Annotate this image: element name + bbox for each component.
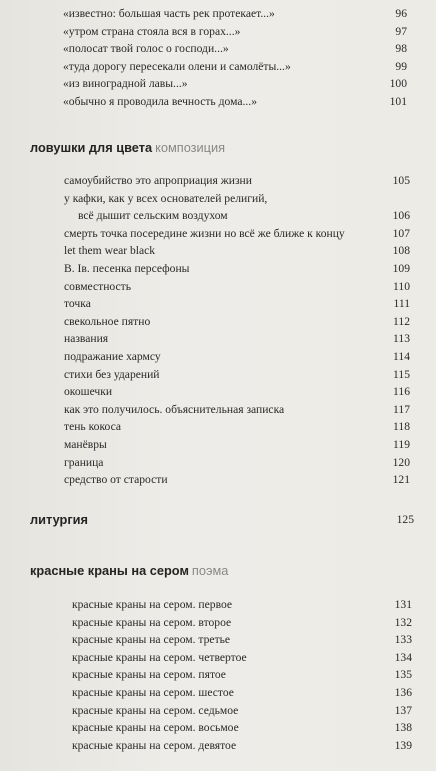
- entry-title: красные краны на сером. третье: [72, 633, 231, 647]
- entry-page: 115: [393, 367, 410, 381]
- toc-entry: [64, 260, 410, 278]
- toc-entry: [72, 702, 412, 720]
- toc-entry: [64, 313, 410, 331]
- entry-title: «обычно я проводила вечность дома...»: [63, 94, 257, 108]
- entry-title: средство от старости: [64, 473, 168, 487]
- toc-entry: [64, 436, 410, 454]
- toc-entry: [64, 172, 410, 190]
- entry-title: красные краны на сером. девятое: [72, 738, 237, 752]
- toc-entry: [64, 278, 410, 296]
- toc-entry: [63, 40, 407, 58]
- entry-title: стихи без ударений: [64, 367, 160, 381]
- toc-entry: [72, 666, 412, 684]
- entry-page: 139: [394, 738, 412, 752]
- toc-entry: [64, 330, 410, 348]
- entry-title: красные краны на сером. седьмое: [72, 703, 239, 717]
- toc-entry: [72, 631, 412, 649]
- entry-title: подражание хармсу: [64, 349, 161, 363]
- entry-title: красные краны на сером. шестое: [72, 685, 234, 699]
- entry-title-continuation: всё дышит сельским воздухом: [78, 209, 228, 223]
- toc-list-krany: [72, 596, 412, 754]
- entry-page: 132: [394, 615, 412, 629]
- entry-page: 131: [394, 598, 412, 611]
- entry-title: у кафки, как у всех основателей религий,: [64, 191, 268, 205]
- entry-title: тень кокоса: [64, 420, 122, 434]
- entry-title: названия: [64, 332, 109, 346]
- entry-page: 137: [394, 703, 412, 717]
- entry-page: 110: [393, 279, 410, 293]
- toc-entry: [72, 737, 412, 755]
- toc-entry: [72, 684, 412, 702]
- entry-page: 119: [393, 437, 410, 451]
- entry-page: 113: [393, 332, 410, 346]
- toc-entry: [64, 454, 410, 472]
- entry-page: 134: [394, 650, 412, 664]
- section-title: ловушки для цвета: [30, 140, 153, 155]
- entry-page: 138: [394, 721, 412, 735]
- entry-page: 112: [393, 314, 410, 328]
- entry-page: 118: [393, 420, 410, 434]
- toc-entry: [63, 5, 407, 23]
- toc-entry: [72, 596, 412, 614]
- section-heading-lovushki: [30, 140, 225, 155]
- entry-page: 117: [393, 402, 410, 416]
- entry-page: 105: [392, 174, 410, 187]
- entry-title: красные краны на сером. пятое: [72, 668, 226, 682]
- entry-page: 96: [395, 7, 407, 20]
- entry-title: В. Iв. песенка персефоны: [64, 261, 190, 275]
- toc-entry: [64, 242, 410, 260]
- entry-page: 109: [392, 261, 410, 275]
- entry-title: точка: [64, 297, 91, 311]
- entry-title: совместность: [64, 279, 131, 293]
- toc-entry: [64, 348, 410, 366]
- entry-title: самоубийство это апроприация жизни: [64, 174, 252, 187]
- entry-page: 114: [393, 349, 410, 363]
- entry-title: «утром страна стояла вся в горах...»: [63, 24, 241, 38]
- entry-title: как это получилось. объяснительная записка: [64, 402, 285, 416]
- entry-title: манёвры: [64, 437, 107, 451]
- entry-page: 135: [394, 668, 412, 682]
- toc-entry: [64, 383, 410, 401]
- section-title: литургия: [30, 512, 89, 527]
- toc-entry: [64, 295, 410, 313]
- entry-title: граница: [64, 455, 104, 469]
- entry-page: 120: [392, 455, 410, 469]
- entry-title: красные краны на сером. второе: [72, 615, 232, 629]
- entry-title: красные краны на сером. четвертое: [72, 650, 247, 664]
- entry-page: 121: [392, 473, 410, 487]
- section-heading-krany: [30, 563, 228, 578]
- section-subtitle: поэма: [191, 563, 229, 578]
- entry-title: смерть точка посередине жизни но всё же ближе к концу: [64, 226, 345, 240]
- toc-entry: [64, 471, 410, 489]
- entry-page: 98: [395, 42, 407, 56]
- toc-entry: [63, 93, 407, 111]
- section-subtitle: композиция: [155, 140, 226, 155]
- section-heading-liturgiya: [30, 512, 88, 527]
- entry-page: 116: [393, 385, 410, 399]
- toc-entry: [64, 401, 410, 419]
- entry-page: 133: [394, 633, 412, 647]
- entry-page: 107: [392, 226, 410, 240]
- entry-title: свекольное пятно: [64, 314, 151, 328]
- entry-title: красные краны на сером. восьмое: [72, 721, 239, 735]
- entry-title: окошечки: [64, 385, 113, 399]
- entry-title: красные краны на сером. первое: [72, 598, 233, 611]
- toc-entry: [63, 75, 407, 93]
- toc-entry: [64, 366, 410, 384]
- entry-page: 106: [392, 209, 410, 223]
- toc-entry: [72, 719, 412, 737]
- entry-page: 101: [389, 94, 407, 108]
- section-page: 125: [396, 513, 414, 526]
- toc-entry: [64, 225, 410, 243]
- entry-title: let them wear black: [64, 244, 156, 258]
- entry-page: 100: [389, 77, 407, 91]
- entry-page: 99: [395, 59, 407, 73]
- entry-title: «туда дорогу пересекали олени и самолёты...»: [63, 59, 291, 73]
- toc-list-lovushki: [64, 172, 410, 489]
- entry-title: «из виноградной лавы...»: [63, 77, 188, 91]
- section-title: красные краны на сером: [30, 563, 189, 578]
- toc-entry: [64, 190, 410, 225]
- entry-page: 136: [394, 685, 412, 699]
- entry-title: «известно: большая часть рек протекает...»: [63, 7, 275, 20]
- toc-list-top: [63, 5, 407, 111]
- toc-entry: [72, 614, 412, 632]
- toc-entry: [63, 23, 407, 41]
- entry-page: 111: [393, 297, 410, 311]
- entry-page: 97: [395, 24, 407, 38]
- entry-title: «полосат твой голос о господи...»: [63, 42, 229, 56]
- entry-page: 108: [392, 244, 410, 258]
- toc-entry: [64, 418, 410, 436]
- toc-entry: [63, 58, 407, 76]
- toc-entry: [72, 649, 412, 667]
